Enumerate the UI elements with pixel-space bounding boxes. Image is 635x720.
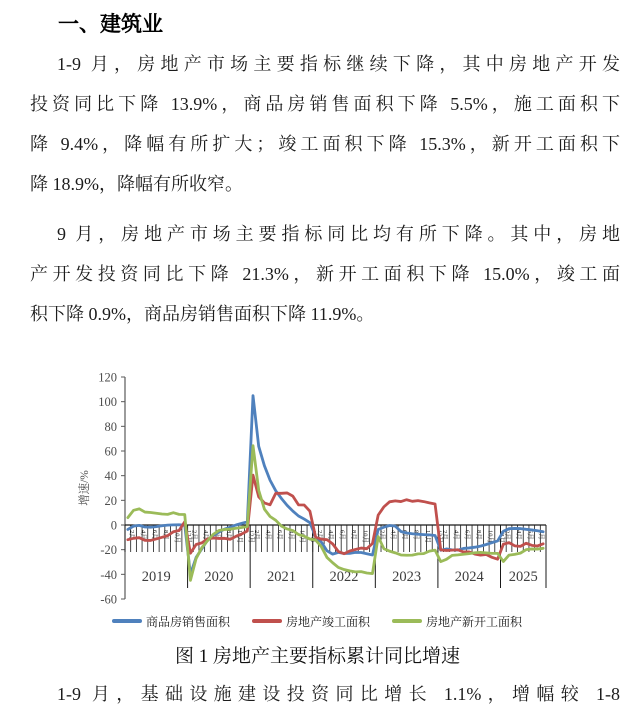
x-year-label: 2023 <box>392 569 422 585</box>
section-heading: 一、建筑业 <box>58 13 163 36</box>
y-axis-label: 增速/% <box>79 470 91 506</box>
y-tick-label: 120 <box>98 370 117 385</box>
x-month-label: 8月 <box>475 530 483 540</box>
legend-label-completed: 房地产竣工面积 <box>286 614 371 629</box>
x-year-label: 2021 <box>266 569 296 585</box>
x-year-label: 2022 <box>329 569 359 585</box>
x-month-label: 8月 <box>287 530 295 540</box>
x-month-label: 12月 <box>435 530 443 543</box>
paragraph-1-line-4: 降 18.9%，降幅有所收窄。 <box>30 174 243 194</box>
x-month-label: 10月 <box>423 530 431 543</box>
x-year-label: 2019 <box>141 569 171 585</box>
y-tick-label: 60 <box>104 444 117 459</box>
figure-caption: 图 1 房地产主要指标累计同比增速 <box>174 646 460 667</box>
legend-swatch-completed <box>252 619 282 623</box>
x-month-label: 2月 <box>503 530 511 540</box>
x-month-label: 8月 <box>224 530 232 540</box>
chart-axes <box>77 371 546 607</box>
x-month-label: 2月 <box>253 530 261 540</box>
figure-chart <box>75 366 575 606</box>
y-tick-label: 40 <box>104 469 117 484</box>
paragraph-1-line-1: 1-9 月，房地产市场主要指标继续下降，其中房地产开发 <box>57 54 620 74</box>
paragraph-1 <box>30 44 620 204</box>
x-month-label: 6月 <box>338 530 346 540</box>
paragraph-1-line-2: 投资同比下降 13.9%，商品房销售面积下降 5.5%，施工面积下 <box>30 94 620 114</box>
x-month-label: 6月 <box>213 530 221 540</box>
x-month-label: 2月 <box>440 530 448 540</box>
x-month-label: 10月 <box>173 530 181 543</box>
x-year-label: 2025 <box>508 569 538 585</box>
paragraph-1-line-3: 降 9.4%，降幅有所扩大；竣工面积下降 15.3%，新开工面积下 <box>30 134 620 154</box>
x-month-label: 4月 <box>327 530 335 540</box>
x-month-label: 6月 <box>526 530 534 540</box>
y-tick-label: 20 <box>104 493 117 508</box>
x-month-label: 4月 <box>139 530 147 540</box>
legend-item-sales <box>112 613 230 630</box>
x-year-label: 2020 <box>204 569 234 585</box>
x-month-label: 8月 <box>162 530 170 540</box>
x-month-label: 4月 <box>514 530 522 540</box>
x-month-label: 10月 <box>236 530 244 543</box>
x-month-label: 12月 <box>247 530 255 543</box>
x-month-label: 8月 <box>537 530 545 540</box>
legend-swatch-sales <box>112 619 142 623</box>
paragraph-3-line-1: 1-9 月，基础设施建设投资同比增长 1.1%，增幅较 1-8 <box>57 684 620 704</box>
x-month-label: 4月 <box>264 530 272 540</box>
x-month-label: 2月 <box>190 530 198 540</box>
legend-swatch-newstart <box>392 619 422 623</box>
y-tick-label: 80 <box>104 419 117 434</box>
y-tick-label: -60 <box>100 592 117 606</box>
x-month-label: 2月 <box>315 530 323 540</box>
x-year-label: 2024 <box>454 569 484 585</box>
legend-label-sales: 商品房销售面积 <box>146 614 231 629</box>
x-month-label: 2月 <box>378 530 386 540</box>
x-month-label: 6月 <box>463 530 471 540</box>
x-month-label: 12月 <box>184 530 192 543</box>
figure-1 <box>0 366 635 630</box>
legend-label-newstart: 房地产新开工面积 <box>426 614 523 629</box>
legend-item-completed <box>252 613 370 630</box>
x-month-label: 6月 <box>401 530 409 540</box>
x-month-label: 12月 <box>310 530 318 543</box>
chart-legend <box>112 612 635 630</box>
x-month-label: 2月 <box>128 530 136 540</box>
x-month-label: 4月 <box>202 530 210 540</box>
paragraph-2-line-1: 9 月，房地产市场主要指标同比均有所下降。其中，房地 <box>57 224 620 244</box>
x-month-label: 10月 <box>361 530 369 543</box>
y-tick-label: 100 <box>98 395 117 410</box>
x-month-label: 12月 <box>497 530 505 543</box>
paragraph-2-line-3: 积下降 0.9%，商品房销售面积下降 11.9%。 <box>30 304 375 324</box>
x-month-label: 6月 <box>150 530 158 540</box>
paragraph-3 <box>30 674 620 714</box>
paragraph-2-line-2: 产开发投资同比下降 21.3%，新开工面积下降 15.0%，竣工面 <box>30 264 620 284</box>
legend-item-newstart <box>392 613 522 630</box>
x-month-label: 6月 <box>275 530 283 540</box>
y-tick-label: -40 <box>100 567 117 582</box>
x-month-label: 8月 <box>349 530 357 540</box>
x-month-label: 12月 <box>372 530 380 543</box>
x-month-label: 10月 <box>486 530 494 543</box>
y-tick-label: -20 <box>100 543 117 558</box>
x-month-label: 10月 <box>298 530 306 543</box>
paragraph-2 <box>30 214 620 334</box>
y-tick-label: 0 <box>110 518 117 533</box>
x-month-label: 4月 <box>452 530 460 540</box>
x-month-label: 4月 <box>389 530 397 540</box>
x-month-label: 8月 <box>412 530 420 540</box>
